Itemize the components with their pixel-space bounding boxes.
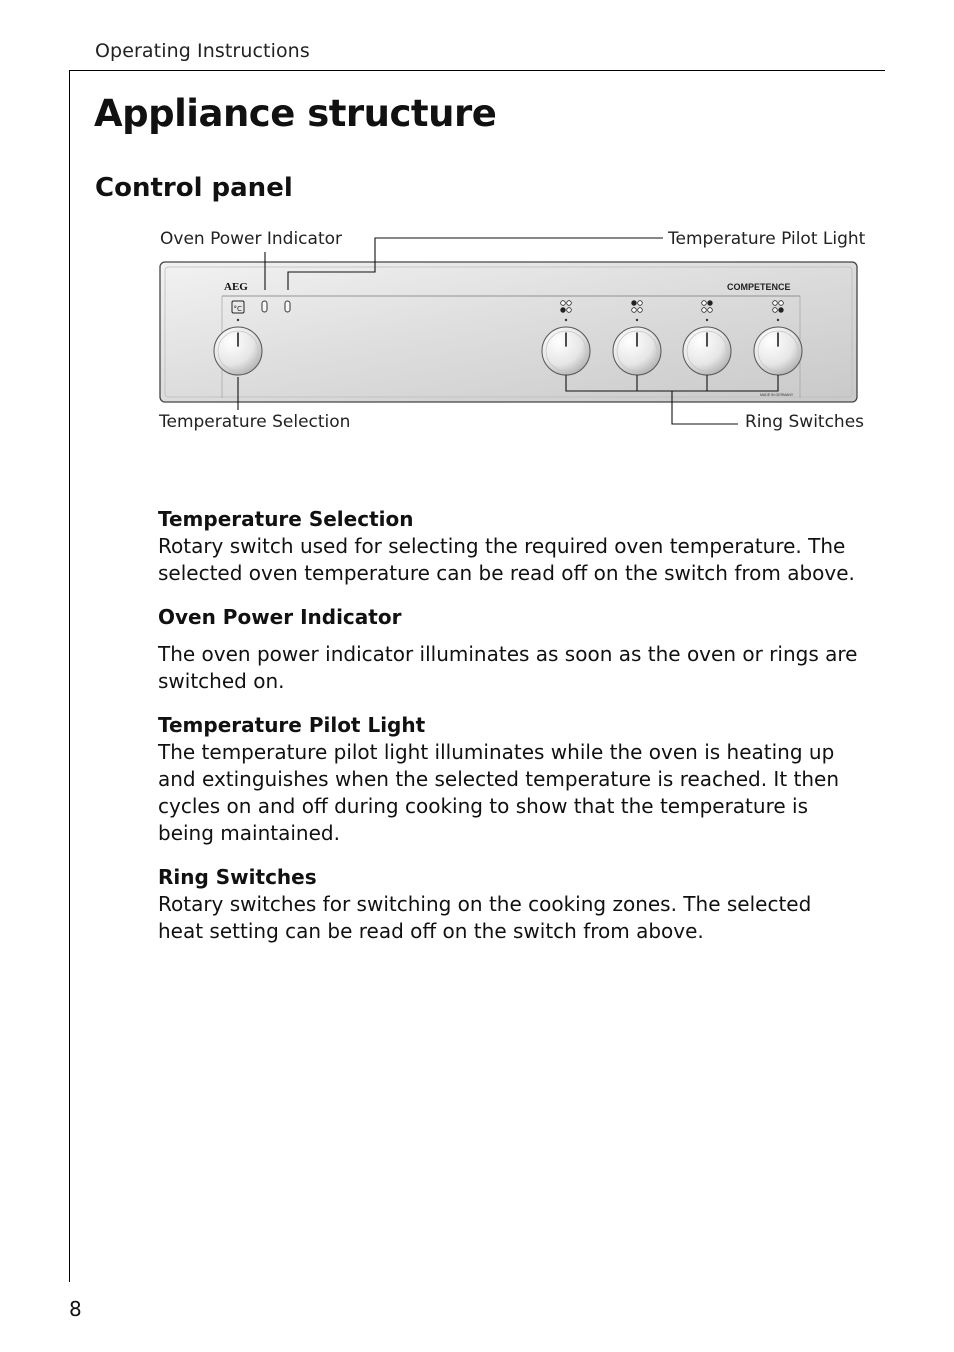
- definition-oven-power-indicator: [158, 603, 858, 695]
- temp-unit-symbol: °C: [233, 305, 242, 313]
- model-label: COMPETENCE: [727, 282, 791, 292]
- callout-temperature-selection: Temperature Selection: [159, 412, 351, 432]
- callout-ring-switches: Ring Switches: [745, 412, 865, 432]
- ring-switch-knob[interactable]: [613, 327, 661, 375]
- definition-term: Oven Power Indicator: [158, 605, 402, 629]
- definition-temperature-selection: [158, 505, 858, 587]
- running-header: Operating Instructions: [95, 40, 310, 62]
- definition-description: Rotary switches for switching on the cooking zones. The selected heat setting can be read off on the switch from above.: [158, 892, 812, 943]
- callout-temperature-pilot-light: Temperature Pilot Light: [668, 229, 866, 249]
- ring-switch-knob[interactable]: [754, 327, 802, 375]
- temperature-pilot-light-lamp: [285, 301, 290, 312]
- temperature-selection-knob[interactable]: [214, 327, 262, 375]
- ring-knob-marker: [565, 319, 567, 321]
- brand-logo: AEG: [224, 281, 248, 293]
- definition-description: Rotary switch used for selecting the required oven temperature. The selected oven temperature can be read off on the switch from above.: [158, 534, 855, 585]
- ring-knob-marker: [636, 319, 638, 321]
- definition-term: Temperature Selection: [158, 507, 414, 531]
- ring-knob-marker: [777, 319, 779, 321]
- ring-knob-marker: [706, 319, 708, 321]
- temp-knob-marker: [237, 319, 239, 321]
- definition-description: The oven power indicator illuminates as soon as the oven or rings are switched on.: [158, 642, 858, 693]
- definition-term: Temperature Pilot Light: [158, 713, 426, 737]
- section-title: Control panel: [95, 173, 293, 203]
- definition-ring-switches: [158, 863, 858, 945]
- ring-switch-knob[interactable]: [683, 327, 731, 375]
- callout-oven-power-indicator: Oven Power Indicator: [160, 229, 343, 249]
- definition-list: [158, 505, 858, 945]
- oven-power-indicator-lamp: [262, 301, 267, 312]
- definition-term: Ring Switches: [158, 865, 317, 889]
- page-number: 8: [69, 1297, 82, 1321]
- definition-temperature-pilot-light: [158, 711, 858, 847]
- page-title: Appliance structure: [94, 92, 497, 135]
- made-in-label: MADE IN GERMANY: [760, 393, 794, 397]
- definition-description: The temperature pilot light illuminates while the oven is heating up and extinguishes when the selected temperature is reached. It then cycles on and off during cooking to show that the temperature is being maintained.: [158, 740, 840, 845]
- ring-switch-knob[interactable]: [542, 327, 590, 375]
